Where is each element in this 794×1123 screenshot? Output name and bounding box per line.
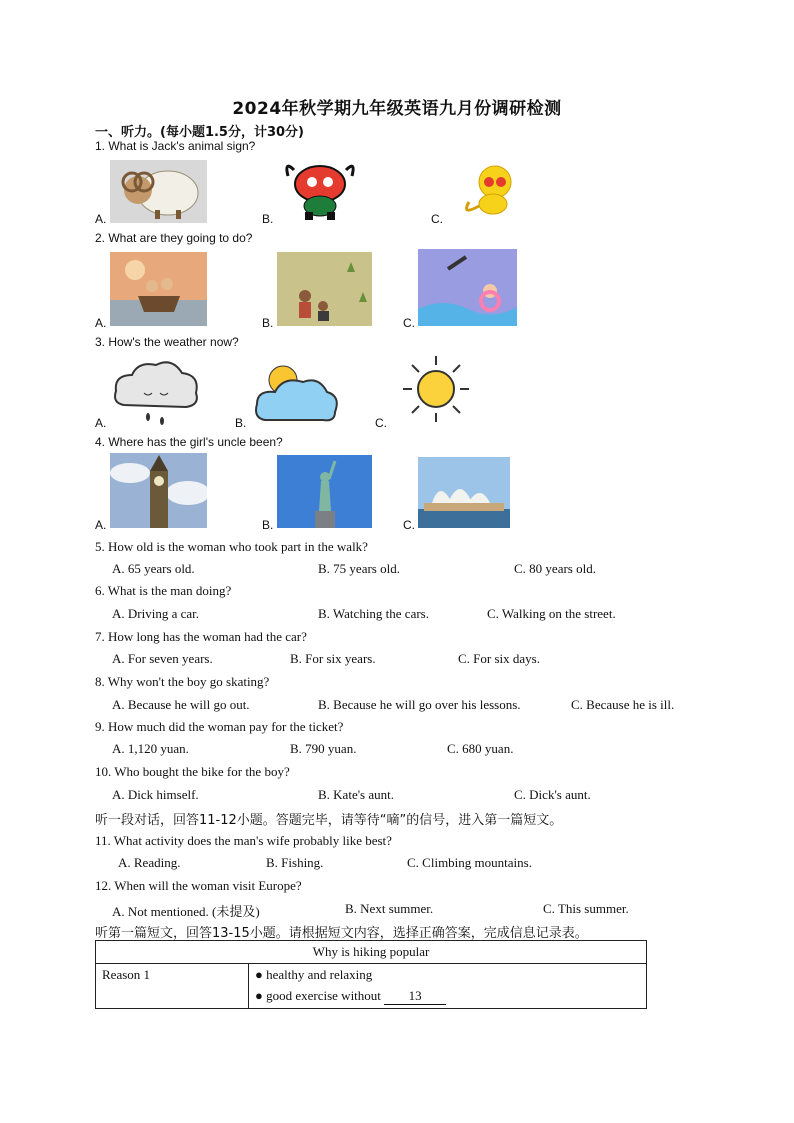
- option-label: A.: [95, 416, 107, 430]
- option-b: B. Next summer.: [345, 901, 434, 916]
- option-label: B.: [262, 518, 274, 532]
- option-b: B. For six years.: [290, 651, 376, 666]
- bullet-item-with-blank: [255, 988, 640, 1005]
- option-label: C.: [403, 518, 415, 532]
- option-a: A. 1,120 yuan.: [112, 741, 189, 756]
- option-a: A. Dick himself.: [112, 787, 199, 802]
- information-record-table: [95, 940, 647, 1009]
- table-row-label: Reason 1: [96, 964, 249, 1009]
- option-a: A. For seven years.: [112, 651, 213, 666]
- monkey-image: [455, 162, 525, 222]
- option-c: C. Walking on the street.: [487, 606, 616, 621]
- question-2: 2. What are they going to do?: [95, 231, 253, 245]
- option-a: A. 65 years old.: [112, 561, 195, 576]
- question-9: 9. How much did the woman pay for the ticket?: [95, 719, 344, 734]
- question-1: 1. What is Jack's animal sign?: [95, 139, 256, 153]
- option-c: C. This summer.: [543, 901, 629, 916]
- page-title: 2024年秋学期九年级英语九月份调研检测: [232, 99, 562, 119]
- bullet-item: ● healthy and relaxing: [255, 967, 373, 982]
- option-a: A. Not mentioned. (未提及): [112, 904, 260, 919]
- section-heading: 一、听力。(每小题1.5分，计30分): [95, 125, 305, 140]
- option-a: A. Because he will go out.: [112, 697, 250, 712]
- option-c: C. 680 yuan.: [447, 741, 514, 756]
- option-a: A. Driving a car.: [112, 606, 200, 621]
- option-label: C.: [375, 416, 387, 430]
- option-b: B. 75 years old.: [318, 561, 400, 576]
- option-a: A. Reading.: [118, 855, 181, 870]
- table-row-content: [249, 964, 647, 1009]
- rain-cloud-icon: [110, 355, 202, 427]
- option-label: C.: [403, 316, 415, 330]
- option-c: C. Dick's aunt.: [514, 787, 591, 802]
- question-4: 4. Where has the girl's uncle been?: [95, 435, 283, 449]
- swimming-image: [418, 249, 517, 326]
- option-b: B. 790 yuan.: [290, 741, 357, 756]
- question-11: 11. What activity does the man's wife probably like best?: [95, 833, 392, 848]
- bullet-item-text: ● good exercise without: [255, 988, 381, 1003]
- option-b: B. Fishing.: [266, 855, 324, 870]
- option-label: A.: [95, 518, 107, 532]
- table-header: Why is hiking popular: [96, 941, 647, 964]
- option-c: C. For six days.: [458, 651, 540, 666]
- question-6: 6. What is the man doing?: [95, 583, 232, 598]
- big-ben-image: [110, 453, 207, 528]
- option-b: B. Kate's aunt.: [318, 787, 394, 802]
- option-b: B. Because he will go over his lessons.: [318, 697, 521, 712]
- question-3: 3. How's the weather now?: [95, 335, 239, 349]
- option-label: A.: [95, 212, 107, 226]
- sydney-opera-house-image: [418, 457, 510, 528]
- ox-image: [280, 158, 362, 222]
- option-c: C. 80 years old.: [514, 561, 596, 576]
- sun-icon: [398, 352, 474, 426]
- question-5: 5. How old is the woman who took part in the walk?: [95, 539, 368, 554]
- boat-image: [110, 252, 207, 326]
- statue-of-liberty-image: [277, 455, 372, 528]
- option-label: A.: [95, 316, 107, 330]
- instruction-11-12: 听一段对话，回答11-12小题。答题完毕，请等待“嘀”的信号，进入第一篇短文。: [95, 813, 563, 828]
- partly-cloudy-icon: [253, 356, 339, 426]
- answer-blank-13[interactable]: 13: [384, 988, 446, 1005]
- question-12: 12. When will the woman visit Europe?: [95, 878, 302, 893]
- option-b: B. Watching the cars.: [318, 606, 429, 621]
- option-label: B.: [235, 416, 247, 430]
- option-c: C. Climbing mountains.: [407, 855, 532, 870]
- question-10: 10. Who bought the bike for the boy?: [95, 764, 290, 779]
- question-7: 7. How long has the woman had the car?: [95, 629, 307, 644]
- option-label: C.: [431, 212, 443, 226]
- option-label: B.: [262, 316, 274, 330]
- instruction-13-15: 听第一篇短文，回答13-15小题。请根据短文内容，选择正确答案，完成信息记录表。: [95, 926, 588, 941]
- sheep-image: [110, 160, 207, 223]
- option-label: B.: [262, 212, 274, 226]
- option-c: C. Because he is ill.: [571, 697, 675, 712]
- planting-image: [277, 252, 372, 326]
- question-8: 8. Why won't the boy go skating?: [95, 674, 270, 689]
